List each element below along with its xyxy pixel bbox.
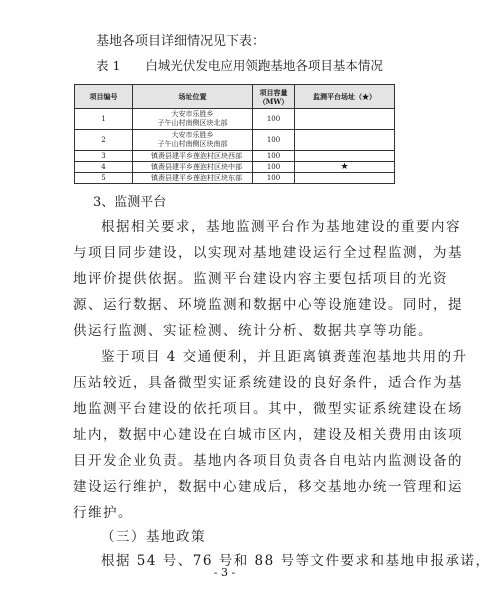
cell-location: 镇赉县建平乡莲泡村区块西部 [133, 151, 253, 162]
table-row [75, 162, 395, 173]
cell-location-line1: 大安市乐胜乡 [171, 110, 214, 118]
header-location: 场址位置 [133, 85, 253, 109]
cell-monitor-mark [295, 130, 395, 151]
cell-capacity: 100 [253, 151, 295, 162]
para2-line-7: 行维护。 [73, 505, 133, 521]
para1-line-3: 地评价提供依据。监测平台建设内容主要包括项目的光资 [73, 271, 448, 287]
cell-location [133, 130, 253, 151]
header-project-id: 项目编号 [75, 85, 133, 109]
header-monitor-site: 监测平台场址（★） [295, 85, 395, 109]
table-row [75, 151, 395, 162]
cell-project-id: 1 [75, 109, 133, 130]
cell-location: 镇赉县建平乡莲泡村区块中部 [133, 162, 253, 173]
para2-line-5: 目开发企业负责。基地内各项目负责各自电站内监测设备的 [73, 453, 463, 469]
intro-text: 基地各项目详细情况见下表： [96, 34, 266, 49]
para2-line-6: 建设运行维护，数据中心建成后，移交基地办统一管理和运 [73, 479, 463, 495]
para1-line-5: 供运行监测、实证检测、统计分析、数据共享等功能。 [73, 323, 433, 339]
cell-monitor-mark [295, 173, 395, 184]
cell-capacity: 100 [253, 109, 295, 130]
cell-location [133, 109, 253, 130]
cell-project-id: 3 [75, 151, 133, 162]
cell-location: 镇赉县建平乡莲泡村区块东部 [133, 173, 253, 184]
header-capacity: 项目容量（MW） [253, 85, 295, 109]
table-caption: 表 1 白城光伏发电应用领跑基地各项目基本情况 [96, 58, 383, 73]
page-number: - 3 - [213, 566, 236, 579]
star-icon: ★ [295, 162, 395, 173]
cell-project-id: 2 [75, 130, 133, 151]
cell-capacity: 100 [253, 162, 295, 173]
para2-line-2: 压站较近，具备微型实证系统建设的良好条件，适合作为基 [73, 375, 463, 391]
para2-line-1: 鉴于项目 4 交通便利，并且距离镇赉莲泡基地共用的升 [101, 349, 468, 365]
para1-line-4: 源、运行数据、环境监测和数据中心等设施建设。同时，提 [73, 297, 463, 313]
cell-location-line2: 子午山村南侧区块北部 [157, 119, 228, 127]
cell-capacity: 100 [253, 130, 295, 151]
cell-location-line1: 大安市乐胜乡 [171, 131, 214, 139]
cell-project-id: 4 [75, 162, 133, 173]
cell-capacity: 100 [253, 173, 295, 184]
table-row [75, 173, 395, 184]
cell-project-id: 5 [75, 173, 133, 184]
table-header-row [75, 85, 395, 109]
para3-line-1: 根据 54 号、76 号和 88 号等文件要求和基地申报承诺， [101, 553, 491, 569]
cell-location-line2: 子午山村南侧区块南部 [157, 140, 228, 148]
para1-line-2: 与项目同步建设，以实现对基地建设运行全过程监测，为基 [73, 245, 463, 261]
project-table [74, 84, 395, 184]
section-3-heading: 3、监测平台 [93, 195, 167, 210]
para2-line-3: 地监测平台建设的依托项目。其中，微型实证系统建设在场 [73, 401, 463, 417]
policy-heading: （三）基地政策 [101, 529, 206, 545]
para2-line-4: 址内，数据中心建设在白城市区内，建设及相关费用由该项 [73, 427, 463, 443]
para1-line-1: 根据相关要求，基地监测平台作为基地建设的重要内容 [101, 219, 461, 235]
cell-monitor-mark [295, 109, 395, 130]
table-row [75, 130, 395, 151]
table-row [75, 109, 395, 130]
cell-monitor-mark [295, 151, 395, 162]
